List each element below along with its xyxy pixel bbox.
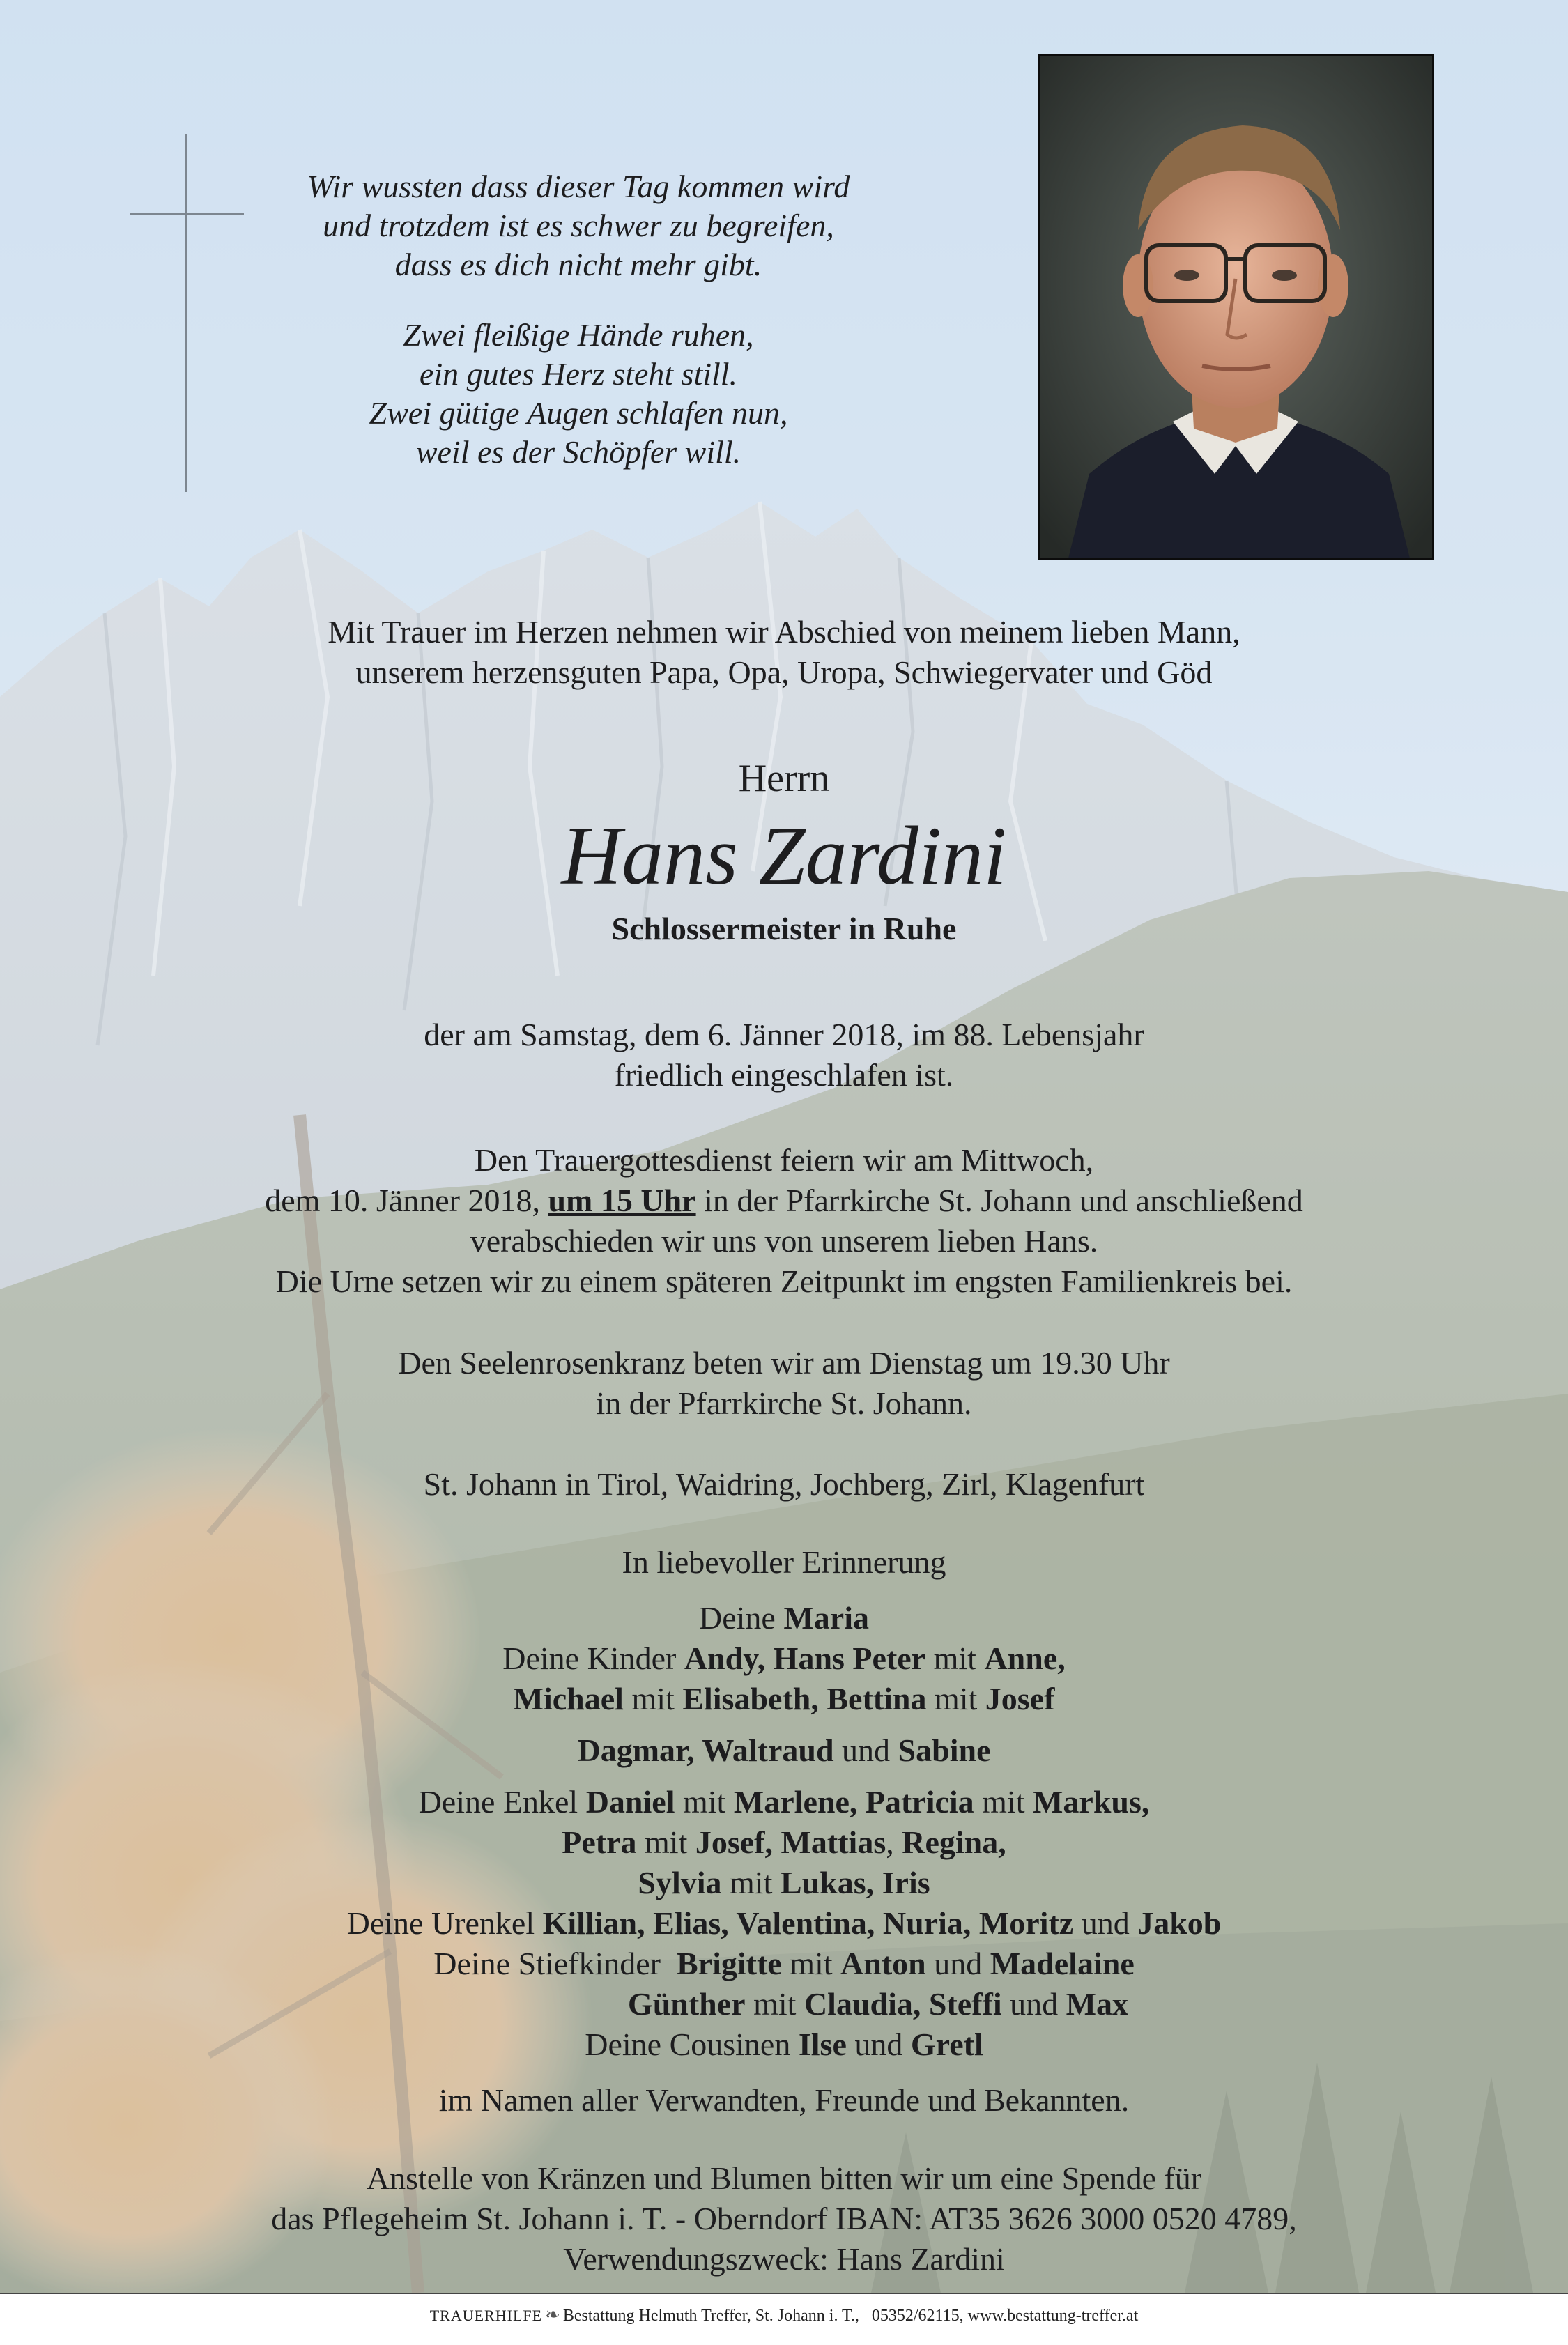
portrait-photo: [1038, 54, 1434, 560]
poem-line: ein gutes Herz steht still.: [419, 356, 738, 392]
footer-brand: TRAUERHILFE: [429, 2307, 543, 2324]
death-notice: [0, 1015, 1568, 1095]
service-place: in der Pfarrkirche St. Johann und anschließend: [695, 1183, 1303, 1218]
family-text: mit: [781, 1946, 841, 1981]
family-name: Günther: [627, 1986, 746, 2022]
family-name: Claudia, Steffi: [804, 1986, 1002, 2022]
poem-line: Zwei fleißige Hände ruhen,: [403, 317, 754, 353]
family-line: [0, 2024, 1568, 2065]
poem-line: Wir wussten dass dieser Tag kommen wird: [307, 169, 850, 204]
family-name: Madelaine: [990, 1946, 1135, 1981]
family-text: mit: [675, 1784, 734, 1820]
family-name: Daniel: [585, 1784, 675, 1820]
family-line: [0, 1822, 1568, 1863]
donation-line: das Pflegeheim St. Johann i. T. - Oberndorf IBAN: AT35 3626 3000 0520 4789,: [271, 2201, 1297, 2236]
rosary-notice: [0, 1343, 1568, 1424]
family-text: mit: [925, 1640, 985, 1676]
family-line: [0, 1782, 1568, 1822]
memory-line: In liebevoller Erinnerung: [622, 1544, 946, 1580]
family-text: Deine Urenkel: [346, 1905, 543, 1941]
family-text: Deine Enkel: [418, 1784, 586, 1820]
service-line: [0, 1181, 1568, 1221]
family-name: Max: [1066, 1986, 1129, 2022]
family-text: Deine Cousinen: [585, 2027, 799, 2062]
poem-line: weil es der Schöpfer will.: [415, 434, 741, 470]
service-date: dem 10. Jänner 2018,: [265, 1183, 548, 1218]
service-line: Die Urne setzen wir zu einem späteren Zeitpunkt im engsten Familienkreis bei.: [275, 1263, 1293, 1299]
family-text: und: [1073, 1905, 1138, 1941]
family-text: ,: [886, 1824, 902, 1860]
family-text: und: [833, 1732, 898, 1768]
intro-line: Mit Trauer im Herzen nehmen wir Abschied von meinem lieben Mann,: [328, 614, 1240, 649]
family-text: mit: [745, 1986, 804, 2022]
family-line: [0, 1638, 1568, 1679]
family-text: und: [846, 2027, 911, 2062]
family-text: Deine Kinder: [502, 1640, 684, 1676]
service-line: Den Trauergottesdienst feiern wir am Mittwoch,: [474, 1142, 1094, 1178]
death-line: friedlich eingeschlafen ist.: [614, 1057, 954, 1093]
family-name: Elisabeth, Bettina: [682, 1681, 927, 1716]
family-name: Markus,: [1033, 1784, 1150, 1820]
feather-icon: ❧: [545, 2305, 560, 2325]
poem-line: dass es dich nicht mehr gibt.: [394, 247, 762, 282]
family-text: mit: [974, 1784, 1033, 1820]
family-name: Andy, Hans Peter: [684, 1640, 926, 1676]
family-name: Marlene, Patricia: [733, 1784, 974, 1820]
family-name: Michael: [513, 1681, 624, 1716]
family-line: [0, 1598, 1568, 1638]
salutation: Herrn: [738, 757, 830, 800]
family-name: Petra: [562, 1824, 637, 1860]
family-name: Regina,: [902, 1824, 1006, 1860]
family-text: Deine: [699, 1600, 784, 1636]
donation-line: Anstelle von Kränzen und Blumen bitten wir um eine Spende für: [366, 2160, 1202, 2196]
cross-icon: [185, 134, 187, 492]
family-text: Deine Stiefkinder: [433, 1946, 677, 1981]
family-name: Sylvia: [638, 1865, 722, 1900]
service-line: verabschieden wir uns von unserem lieben Hans.: [470, 1223, 1098, 1259]
family-name: Brigitte: [676, 1946, 782, 1981]
cross-icon-bar: [130, 213, 244, 215]
family-name: Anne,: [984, 1640, 1066, 1676]
family-name: Ilse: [798, 2027, 847, 2062]
family-name: Jakob: [1137, 1905, 1222, 1941]
family-name: Josef, Mattias: [695, 1824, 886, 1860]
donation-line: Verwendungszweck: Hans Zardini: [563, 2241, 1005, 2277]
deceased-name: Hans Zardini: [561, 809, 1007, 902]
poem-stanza-1: [265, 167, 892, 284]
service-time: um 15 Uhr: [548, 1183, 696, 1218]
family-line: [0, 1944, 1568, 1984]
deceased-profession: Schlossermeister in Ruhe: [611, 911, 957, 946]
family-line: [0, 1903, 1568, 1944]
footer-text: Bestattung Helmuth Treffer, St. Johann i. T., 05352/62115, www.bestattung-treffer.at: [562, 2307, 1139, 2325]
family-name: Sabine: [898, 1732, 991, 1768]
family-text: mit: [636, 1824, 695, 1860]
family-line: [0, 1984, 1568, 2024]
family-text: mit: [721, 1865, 781, 1900]
family-line: [0, 1730, 1568, 1771]
family-name: Gretl: [910, 2027, 983, 2062]
family-name: Anton: [840, 1946, 926, 1981]
rosary-line: Den Seelenrosenkranz beten wir am Dienstag um 19.30 Uhr: [398, 1345, 1170, 1381]
family-list: [0, 1598, 1568, 2065]
poem-line: und trotzdem ist es schwer zu begreifen,: [323, 208, 834, 243]
poem-stanza-2: [265, 316, 892, 472]
family-line: [0, 1863, 1568, 1903]
places: St. Johann in Tirol, Waidring, Jochberg, Zirl, Klagenfurt: [423, 1466, 1145, 1502]
footer: [0, 2293, 1568, 2345]
poem-line: Zwei gütige Augen schlafen nun,: [369, 395, 788, 431]
family-text: mit: [623, 1681, 683, 1716]
intro-line: unserem herzensguten Papa, Opa, Uropa, Schwiegervater und Göd: [355, 654, 1213, 690]
donation-request: [0, 2158, 1568, 2279]
family-name: Lukas, Iris: [780, 1865, 930, 1900]
family-name: Josef: [985, 1681, 1055, 1716]
death-line: der am Samstag, dem 6. Jänner 2018, im 88. Lebensjahr: [424, 1017, 1144, 1052]
family-text: und: [925, 1946, 990, 1981]
family-text: mit: [926, 1681, 985, 1716]
family-name: Maria: [783, 1600, 869, 1636]
family-name: Dagmar, Waltraud: [577, 1732, 834, 1768]
funeral-service: [0, 1140, 1568, 1302]
family-name: Killian, Elias, Valentina, Nuria, Moritz: [542, 1905, 1074, 1941]
intro-text: [0, 612, 1568, 693]
rosary-line: in der Pfarrkirche St. Johann.: [596, 1385, 972, 1421]
on-behalf-line: im Namen aller Verwandten, Freunde und Bekannten.: [438, 2082, 1130, 2118]
family-text: und: [1001, 1986, 1066, 2022]
family-line: [0, 1679, 1568, 1719]
